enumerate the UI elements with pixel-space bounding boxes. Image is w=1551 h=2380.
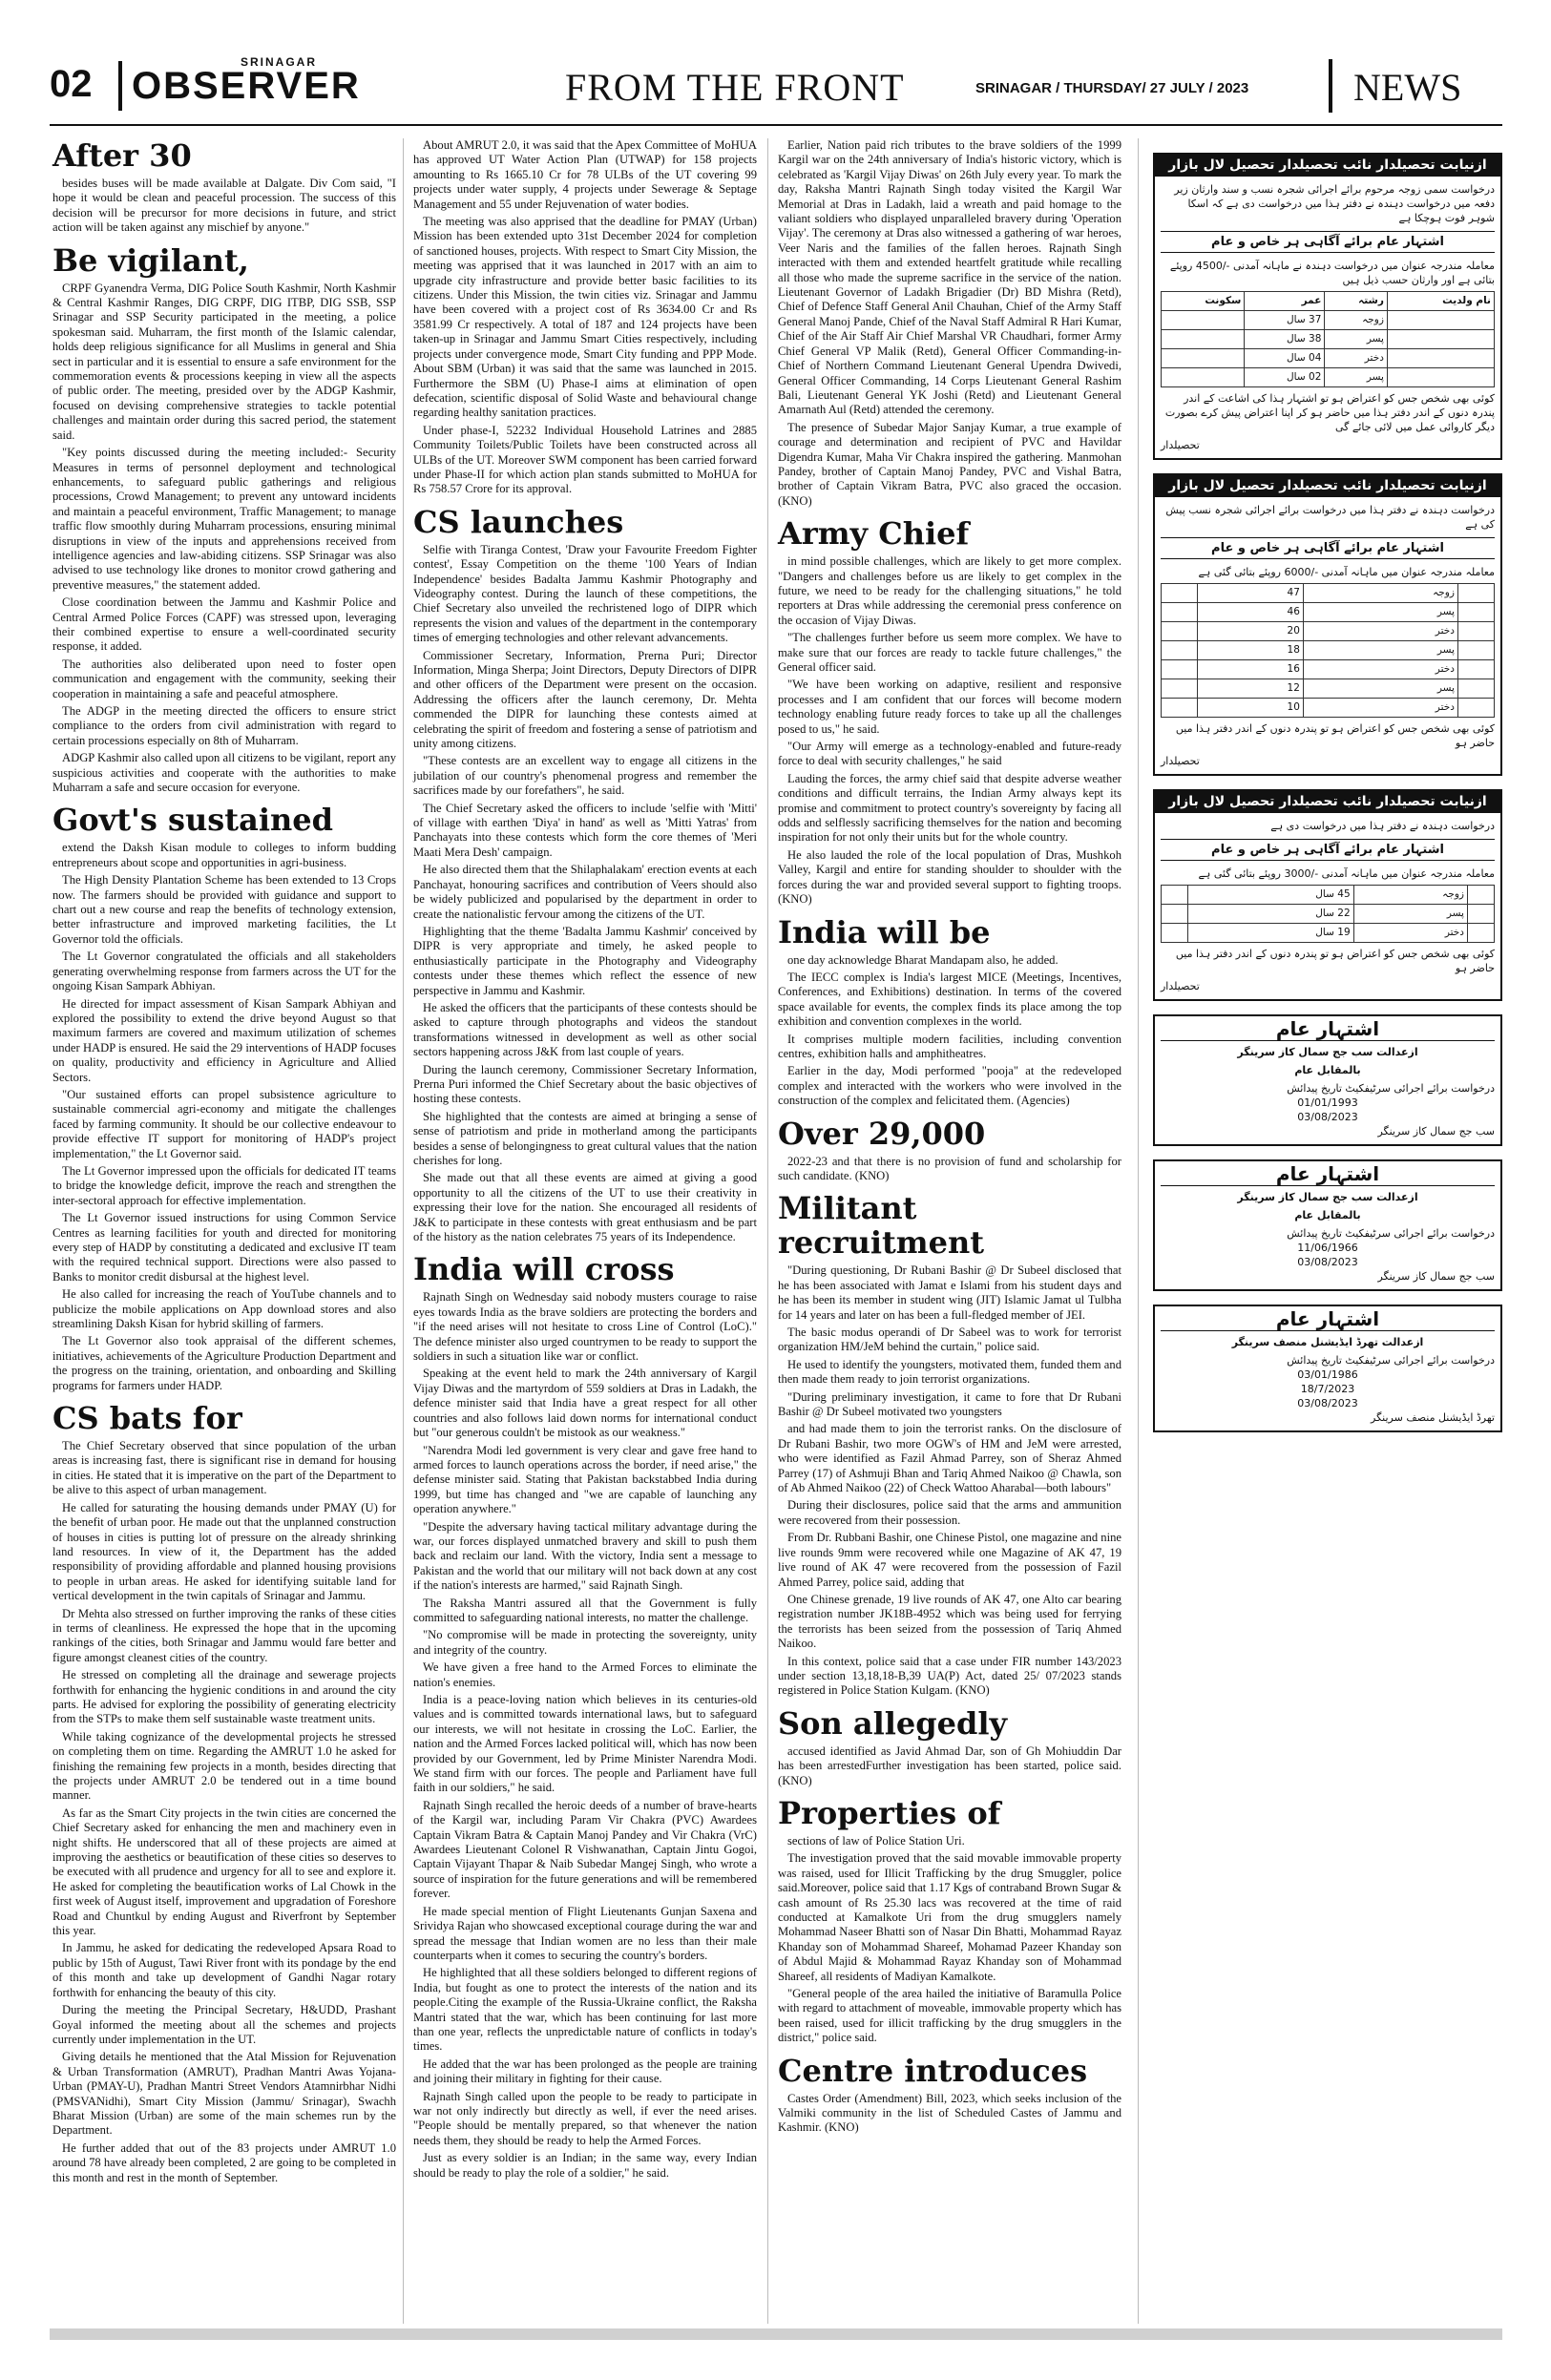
- page-number: 02: [50, 63, 93, 105]
- ad-body: درخواست دہندہ نے دفتر ہذا میں درخواست برائے اجرائی شجرہ نسب پیش کی ہے: [1165, 504, 1495, 531]
- headline: India will be: [778, 913, 991, 950]
- dateline: SRINAGAR / THURSDAY/ 27 JULY / 2023: [975, 80, 1249, 96]
- column-rule: [1138, 138, 1139, 2324]
- paragraph: besides buses will be made available at Dalgate. Div Com said, "I hope it would be clean and peaceful procession. The success of this decision will be precursor for more decisions in future, and strict action will be taken against any mischief by anyone.": [52, 177, 396, 235]
- paragraph: Rajnath Singh on Wednesday said nobody musters courage to raise eyes towards India as the brave soldiers are protecting the borders and "if the need arises will not hesitate to cross Line of Control (LoC)." The defence minister also urged countrymen to be ready to support the soldiers in such a situation like war or conflict.: [413, 1290, 757, 1364]
- paragraph: Earlier in the day, Modi performed "pooja" at the redeveloped complex and interacted with the workers who were involved in the construction of the complex and felicitated them. (Agencies): [778, 1064, 1121, 1108]
- ad-title: ازنیابت تحصیلدار نائب تحصیلدار تحصیل لال بازار: [1155, 791, 1500, 813]
- ad-subtitle: ازعدالت سب جج سمال کاز سرینگر: [1237, 1046, 1418, 1058]
- paragraph: Under phase-I, 52232 Individual Household Latrines and 2885 Community Toilets/Public Toilets have been constructed across all ULBs of the UT. Moreover SWM component has been carried forward under Phase-II for which action plan stands submitted to MoHUA for Rs 758.57 Crore for its approval.: [413, 423, 757, 496]
- paragraph: He called for saturating the housing demands under PMAY (U) for the benefit of urban poor. He made out that the unplanned construction of houses in cities is putting lot of pressure on the already shrinking land resources. In view of it, the Department has the added responsibility of providing affordable and planned housing provisions to people in urban areas. He asked for identifying suitable land for vertical development in the twin capitals of Srinagar and Jammu.: [52, 1500, 396, 1603]
- headline: CS bats for: [52, 1400, 242, 1437]
- paragraph: "Narendra Modi led government is very clear and gave free hand to armed forces to launch operations across the border, if need arise," the defense minister said. Stating that Pakistan backstabbed India during 1999, but time has changed and "we are capable of launching any operation anywhere.": [413, 1443, 757, 1516]
- paragraph: While taking cognizance of the developmental projects he stressed on completing them on time. Regarding the AMRUT 1.0 he asked for finishing the remaining few projects in a month, besides directing that the projects under AMRUT 2.0 be tendered out in a time bound manner.: [52, 1729, 396, 1803]
- column-rule: [767, 138, 768, 2324]
- ad-body: درخواست برائے اجرائی سرٹیفکیٹ تاریخ پیدائش: [1287, 1354, 1495, 1367]
- table-header-cell: عمر: [1245, 292, 1325, 311]
- ad-date: 18/7/2023: [1300, 1383, 1355, 1395]
- heirs-table: [1161, 885, 1495, 943]
- brand-city: SRINAGAR: [241, 55, 318, 69]
- paragraph: He used to identify the youngsters, motivated them, funded them and then made them ready to join terrorist organizations.: [778, 1357, 1121, 1387]
- ad-date: 03/01/1986: [1297, 1368, 1358, 1381]
- ad-date: 03/08/2023: [1297, 1256, 1358, 1268]
- ad-heading: اشتہار عام برائے آگاہی ہر خاص و عام: [1161, 231, 1495, 253]
- ad-heading: بالمقابل عام: [1294, 1209, 1361, 1221]
- classified-ads: [1153, 153, 1502, 1446]
- paragraph: The Raksha Mantri assured all that the Government is fully committed to safeguarding national interests, no matter the challenge.: [413, 1596, 757, 1624]
- ad-signature: تحصیلدار: [1161, 439, 1200, 451]
- ad-footer: کوئی بھی شخص جس کو اعتراض ہو تو پندرہ دنوں کے اندر دفتر ہذا میں حاضر ہو: [1175, 722, 1495, 749]
- paragraph: "Our Army will emerge as a technology-enabled and future-ready force to deal with security challenges," he said: [778, 740, 1121, 768]
- headline: Properties of: [778, 1794, 1001, 1831]
- paragraph: He asked the officers that the participants of these contests should be asked to capture through photographs and videos the standout transformations witnessed in development as well as other social sectors happening across J&K from last couple of years.: [413, 1000, 757, 1059]
- court-notice: [1153, 1305, 1502, 1432]
- table-header-cell: رشتہ: [1325, 292, 1388, 311]
- table-header: [1162, 292, 1495, 311]
- ad-body: معاملہ مندرجہ عنوان میں ماہانہ آمدنی -/3000 روپئے بتائی گئی ہے: [1198, 867, 1495, 880]
- paragraph: The authorities also deliberated upon need to foster open communication and engagement with the community, seeking their cooperation in maintaining a safe and peaceful atmosphere.: [52, 657, 396, 700]
- paragraph: One Chinese grenade, 19 live rounds of AK 47, one Alto car bearing registration number JK18B-4952 which was being used for ferrying the terrorists has been seized from the possession of Tariq Ahmed Naikoo.: [778, 1592, 1121, 1651]
- paragraph: The Lt Governor issued instructions for using Common Service Centres as learning facilities for youth and directed for monitoring every step of HADP by constituting a dedicated and exclusive IT team with the required technical support. Directions were also passed to Banks to monitor credit disbursal at the highest level.: [52, 1211, 396, 1284]
- table-cell: 46: [1198, 603, 1304, 622]
- paragraph: The basic modus operandi of Dr Sabeel was to work for terrorist organization HM/JeM behind the curtain," police said.: [778, 1326, 1121, 1354]
- ad-heading: بالمقابل عام: [1294, 1064, 1361, 1076]
- ad-date: 11/06/1966: [1297, 1242, 1358, 1254]
- paragraph: one day acknowledge Bharat Mandapam also, he added.: [787, 952, 1058, 967]
- ad-date: 03/08/2023: [1297, 1111, 1358, 1123]
- paragraph: The Lt Governor impressed upon the officials for dedicated IT teams to bridge the knowledge deficit, improve the reach and strengthen the inter-sectoral approach for effective implementation.: [52, 1163, 396, 1207]
- table-row: [1162, 679, 1495, 699]
- paragraph: She highlighted that the contests are aimed at bringing a sense of sense of patriotism and pride in motherland among the participants besides a sense of belongingness to great cultural values that the nation cherishes for long.: [413, 1109, 757, 1167]
- table-cell: پسر: [1353, 905, 1467, 924]
- headline: Militant recruitment: [778, 1190, 985, 1262]
- paragraph: As far as the Smart City projects in the twin cities are concerned the Chief Secretary asked for enhancing the men and machinery even in night shifts. He underscored that all of these projects are aimed at improving the aesthetics or beautification of these cities so deserves to be executed with all prudence and urgency for all to see and explore it. He asked for completing the beautification works of Lal Chowk in the first week of August itself, improvement and upgradation of Foreshore Road and Chuntkul by ending August and Riverfront by September this year.: [52, 1806, 396, 1938]
- paragraph: "Despite the adversary having tactical military advantage during the war, our forces displayed unmatched bravery and skill to push them back and reclaim our land. With the victory, India sent a message to Pakistan and the world that our military will not back down at any cost if the nation's interests are harmed," said Rajnath Singh.: [413, 1519, 757, 1593]
- paragraph: She made out that all these events are aimed at giving a good opportunity to all the citizens of the UT to use their creativity in expressing their love for the nation. She encouraged all residents of J&K to participate in these contests with great enthusiasm and be part of the history as the nation celebrates 75 years of its Independence.: [413, 1171, 757, 1244]
- paragraph: India is a peace-loving nation which believes in its centuries-old values and is committed towards international laws, but to safeguard our interests, we will not hesitate in crossing the LoC. Earlier, the nation and the Armed Forces lacked political will, which has now been provided by our Government, led by Prime Minister Narendra Modi. We stand firm with our forces. The people and Parliament have full faith in our soldiers," he said.: [413, 1693, 757, 1795]
- paragraph: He directed for impact assessment of Kisan Sampark Abhiyan and explored the possibility to extend the drive beyond August so that maximum farmers are covered and maximum utilization of schemes under HADP is ensured. He said the 29 interventions of HADP focuses on quality, productivity and efficiency in Agriculture and Allied Sectors.: [52, 996, 396, 1084]
- table-cell: 38 سال: [1245, 330, 1325, 349]
- paragraph: It comprises multiple modern facilities, including convention centres, exhibition halls and amphitheatres.: [778, 1032, 1121, 1060]
- table-cell: 37 سال: [1245, 311, 1325, 330]
- paragraph: "No compromise will be made in protecting the sovereignty, unity and integrity of the country.: [413, 1628, 757, 1657]
- table-cell: 10: [1198, 699, 1304, 718]
- table-cell: پسر: [1303, 603, 1457, 622]
- paragraph: He stressed on completing all the drainage and sewerage projects forthwith for enhancing the hygienic conditions in and around the city parts. He advised for exploring the possibility of generating electricity from the STPs to make them self sustainable waste treatment units.: [52, 1668, 396, 1726]
- ad-body: معاملہ مندرجہ عنوان میں ماہانہ آمدنی -/6000 روپئے بتائی گئی ہے: [1198, 566, 1495, 578]
- paragraph: Selfie with Tiranga Contest, 'Draw your Favourite Freedom Fighter contest', Essay Competition on the theme '100 Years of Indian Independence' besides Badalta Jammu Kashmir Photography and Videography contest. During the launch of these competitions, the Chief Secretary also unveiled the rechristened logo of DIPR which represents the vision and values of the department in the contemporary times of emerging technologies and other relevant advancements.: [413, 542, 757, 645]
- table-cell: دختر: [1303, 622, 1457, 641]
- brand-logo: OBSERVER: [132, 65, 361, 107]
- paragraph: ADGP Kashmir also called upon all citizens to be vigilant, report any suspicious activities and cooperate with the authorities to make Muharram a safe and secure occasion for everyone.: [52, 751, 396, 795]
- table-row: [1162, 311, 1495, 330]
- headline: Be vigilant,: [52, 241, 249, 279]
- paragraph: The Lt Governor also took appraisal of the different schemes, initiatives, achievements of the Agriculture Production Department and the progress on the training, orientation, and onboarding and Skilling programs for farmers under HADP.: [52, 1334, 396, 1392]
- paragraph: "During preliminary investigation, it came to fore that Dr Rubani Bashir @ Dr Subeel motivated two youngsters: [778, 1389, 1121, 1419]
- headline: Army Chief: [778, 515, 970, 553]
- header-rule: [50, 124, 1502, 126]
- paragraph: The presence of Subedar Major Sanjay Kumar, a true example of courage and determination and recipient of PVC and Havildar Digendra Kumar, Maha Vir Chakra inspired the gathering. Manmohan Pandey, brother of Captain Manoj Pandey, PVC and Vishal Batra, brother of Captain Vikram Batra, PVC also graced the occasion. (KNO): [778, 420, 1121, 508]
- section-title: FROM THE FRONT: [565, 66, 905, 109]
- paragraph: Dr Mehta also stressed on further improving the ranks of these cities in terms of cleanliness. He expressed the hope that in the upcoming rankings of the cities, both Srinagar and Jammu would fare better and figure amongst cleanest cities of the country.: [52, 1606, 396, 1664]
- table-cell: 22 سال: [1188, 905, 1354, 924]
- ad-body: درخواست برائے اجرائی سرٹیفکیٹ تاریخ پیدائش: [1287, 1227, 1495, 1240]
- paragraph: The High Density Plantation Scheme has been extended to 13 Crops now. The farmers should be provided with guidance and support to chart out a new course and reap the benefits of technology extension, better infrastructure and improved marketing facilities, the Lt Governor told the officials.: [52, 873, 396, 946]
- paragraph: Lauding the forces, the army chief said that despite adverse weather conditions and difficult terrains, the Indian Army always kept its promise and commitment to protect country's sovereignty by facing all odds and selflessly sacrificing themselves for the nation and becoming inspiration for not only their units but for the whole country.: [778, 771, 1121, 845]
- table-row: [1162, 641, 1495, 660]
- table-cell: 45 سال: [1188, 886, 1354, 905]
- paragraph: 2022-23 and that there is no provision of fund and scholarship for such candidate. (KNO): [778, 1154, 1121, 1182]
- paragraph: The IECC complex is India's largest MICE (Meetings, Incentives, Conferences, and Exhibitions) destination. In terms of the covered space available for events, the complex finds its place among the top exhibition and convention complexes in the world.: [778, 970, 1121, 1029]
- ad-signature: تھرڈ ایڈیشنل منصف سرینگر: [1371, 1411, 1495, 1424]
- paragraph: He made special mention of Flight Lieutenants Gunjan Saxena and Srividya Rajan who showcased exceptional courage during the war and spread the message that Indian women are no less than their male counterparts when it comes to securing the country's borders.: [413, 1904, 757, 1962]
- table-cell: دختر: [1325, 349, 1388, 368]
- paragraph: extend the Daksh Kisan module to colleges to inform budding entrepreneurs about scope and opportunities in agri-business.: [52, 841, 396, 869]
- paragraph: He also called for increasing the reach of YouTube channels and to publicize the mobile applications on App download stores and also streamlining Daksh Kisan for hybrid skilling of farmers.: [52, 1287, 396, 1331]
- paragraph: Rajnath Singh called upon the people to be ready to participate in war not only indirectly but directly as well, if ever the need arises. "People should be mentally prepared, so that whenever the nation needs them, they should be ready to help the Armed Forces.: [413, 2089, 757, 2147]
- table-row: [1162, 924, 1495, 943]
- notice-ad: [1153, 789, 1502, 1001]
- paragraph: He added that the war has been prolonged as the people are training and joining their military in fighting for their cause.: [413, 2056, 757, 2086]
- ad-title: اشتہار عام: [1161, 1312, 1495, 1331]
- divider: [118, 61, 122, 111]
- paragraph: In this context, police said that a case under FIR number 143/2023 under section 13,18,18-B,39 UA(P) Act, dated 25/ 07/2023 stands registered in Police Station Kulgam. (KNO): [778, 1654, 1121, 1698]
- paragraph: Highlighting that the theme 'Badalta Jammu Kashmir' conceived by DIPR is very appropriate and timely, he asked people to enthusiastically participate in the Photography and Videography contests under these themes which reflect the essence of new perspective in Jammu and Kashmir.: [413, 924, 757, 997]
- headline: India will cross: [413, 1251, 675, 1288]
- table-cell: 20: [1198, 622, 1304, 641]
- ad-date: 01/01/1993: [1297, 1096, 1358, 1109]
- ad-signature: سب جج سمال کاز سرینگر: [1377, 1125, 1495, 1138]
- ad-body: معاملہ مندرجہ عنوان میں درخواست دہندہ نے ماہانہ آمدنی -/4500 روپئے بتائی ہے اور وارثان حسب ذیل ہیں: [1169, 260, 1495, 286]
- ad-title: اشتہار عام: [1161, 1167, 1495, 1186]
- paragraph: The Lt Governor congratulated the officials and all stakeholders generating overwhelming response from farmers across the UT for the ongoing Kisan Sampark Abhiyan.: [52, 950, 396, 993]
- table-cell: 18: [1198, 641, 1304, 660]
- table-cell: 04 سال: [1245, 349, 1325, 368]
- table-cell: زوجہ: [1325, 311, 1388, 330]
- paragraph: Speaking at the event held to mark the 24th anniversary of Kargil Vijay Diwas and the martyrdom of 559 soldiers at Dras in Ladakh, the defence minister said that India have a great respect for all other countries and also follows laid down norms for international conduct but "our generous couldn't be mistook as our weakness.": [413, 1367, 757, 1440]
- court-notice: [1153, 1159, 1502, 1291]
- ad-title: اشتہار عام: [1161, 1022, 1495, 1041]
- paragraph: "These contests are an excellent way to engage all citizens in the jubilation of our country's phenomenal progress and remember the sacrifices made by our forefathers", he said.: [413, 754, 757, 798]
- paragraph: We have given a free hand to the Armed Forces to eliminate the nation's enemies.: [413, 1660, 757, 1689]
- heirs-table: [1161, 291, 1495, 387]
- table-header-cell: نام ولدیت: [1387, 292, 1494, 311]
- table-cell: زوجہ: [1303, 584, 1457, 603]
- ad-title: ازنیابت تحصیلدار نائب تحصیلدار تحصیل لال بازار: [1155, 475, 1500, 497]
- paragraph: "Key points discussed during the meeting included:- Security Measures in terms of personnel deployment and technological enhancements, to safeguard public gatherings and religious processions, Crowd Management; to prevent any untoward incidents and maintain a peaceful environment, Traffic Management; to manage traffic flow smoothly during Muharram processions, ensuring minimal disruptions in view of the inputs and apprehensions received from intelligence agencies and law-abiding citizens. SSP Srinagar was also advised to use technology like drones to monitor crowd gathering and preventive measures," the statement added.: [52, 446, 396, 592]
- table-row: [1162, 330, 1495, 349]
- paragraph: In Jammu, he asked for dedicating the redeveloped Apsara Road to public by 15th of August, Tawi River front with its pondage by the end of this month and take up development of Gandhi Nagar rotary forthwith for enhancing the beauty of this city.: [52, 1941, 396, 1999]
- headline: After 30: [52, 137, 192, 174]
- table-row: [1162, 699, 1495, 718]
- paragraph: The ADGP in the meeting directed the officers to ensure strict compliance to the orders from civil administration with regard to certain processions especially on 8th of Muharram.: [52, 704, 396, 747]
- ad-signature: سب جج سمال کاز سرینگر: [1377, 1270, 1495, 1283]
- column-rule: [403, 138, 404, 2324]
- paragraph: The meeting was also apprised that the deadline for PMAY (Urban) Mission has been extended upto 31st December 2024 for completion of sanctioned houses, projects. With respect to Smart City Mission, the meeting was apprised that it was launched in 2017 with an aim to upgrade city infrastructure and provide better basic facilities to its citizens. Under this Mission, the twin cities viz. Srinagar and Jammu have been covered with a project cost of Rs 3634.00 Cr and Rs 3581.99 Cr respectively. A total of 187 and 124 projects have been taken-up in Srinagar and Jammu Smart Cities respectively, including projects under convergence mode, Smart City funding and PPP Mode. About SBM (Urban) it was said that the same was launched in 2015. Furthermore the SBM (U) Phase-I aims at elimination of open defecation, scientific disposal of Solid Waste and behavioural change regarding healthy sanitation practices.: [413, 215, 757, 420]
- masthead: [50, 55, 1502, 122]
- paragraph: Castes Order (Amendment) Bill, 2023, which seeks inclusion of the Valmiki community in the list of Scheduled Castes of Jammu and Kashmir. (KNO): [778, 2091, 1121, 2135]
- table-row: [1162, 622, 1495, 641]
- table-cell: زوجہ: [1353, 886, 1467, 905]
- ad-subtitle: ازعدالت تھرڈ ایڈیشنل منصف سرینگر: [1231, 1336, 1424, 1348]
- section-label: NEWS: [1353, 66, 1462, 109]
- headline: Govt's sustained: [52, 802, 333, 839]
- paragraph: "Our sustained efforts can propel subsistence agriculture to sustainable commercial agri-economy and mitigate the challenges faced by farming community. It should be our collective endeavour to provide effective IT support for monitoring of HADP's project implementation," the Lt Governor said.: [52, 1087, 396, 1160]
- table-cell: پسر: [1325, 330, 1388, 349]
- table-cell: 19 سال: [1188, 924, 1354, 943]
- column-1: [52, 138, 396, 2188]
- table-row: [1162, 603, 1495, 622]
- paragraph: sections of law of Police Station Uri.: [787, 1833, 965, 1848]
- paragraph: Close coordination between the Jammu and Kashmir Police and Central Armed Police Forces (CAPF) was stressed upon, leveraging their combined expertise to ensure a well-coordinated security response, it added.: [52, 595, 396, 654]
- paragraph: Earlier, Nation paid rich tributes to the brave soldiers of the 1999 Kargil war on the 24th anniversary of India's historic victory, which is celebrated as 'Kargil Vijay Diwas' on 26th July every year. To mark the day, Raksha Mantri Rajnath Singh today visited the Kargil War Memorial at Dras in Ladakh, laid a wreath and paid homage to the valiant soldiers who displayed unparalleled bravery during 'Operation Vijay'. The ceremony at Dras also witnessed a gathering of war heroes, Veer Naris and the families of the fallen heroes. Rajnath Singh interacted with them and extended heartfelt gratitude while recalling all those who made the supreme sacrifice in the service of the nation. Lieutenant Governor of Ladakh Brigadier (Dr) BD Mishra (Retd), Chief of Defence Staff General Anil Chauhan, Chief of the Army Staff General Manoj Pande, Chief of the Naval Staff Admiral R Hari Kumar, Chief of the Air Staff Air Chief Marshal VR Chaudhari, former Army Chief General VP Malik (Retd), General Officer Commanding-in-Chief of Northern Command Lieutenant General Upendra Dwivedi, General Officer Commanding, 14 Corps Lieutenant General Rashim Bali, Lieutenant General YK Joshi (Retd) and Lieutenant General Amarnath Aul (Retd) attended the ceremony.: [778, 138, 1121, 417]
- headline: CS launches: [413, 503, 624, 540]
- table-row: [1162, 349, 1495, 368]
- notice-ad: [1153, 153, 1502, 460]
- paragraph: Just as every soldier is an Indian; in the same way, every Indian should be ready to play the role of a soldier," he said.: [413, 2151, 757, 2180]
- notice-ad: [1153, 473, 1502, 776]
- paragraph: CRPF Gyanendra Verma, DIG Police South Kashmir, North Kashmir & Central Kashmir Ranges, DIG CRPF, DIG ITBP, DIG SSB, SSP Srinagar and SSP Security participated in the meeting, a police spokesman said. Muharram, the first month of the Islamic calendar, holds deep religious significance for all Muslims in general and Shia sect in particular and it is essential to ensure a safe environment for the commemoration events & processions keeping in view all the aspects of public order. The meeting, presided over by the ADGP Kashmir, focused on devising comprehensive strategies to tackle potential challenges and maintain order during this sacred period, the statement said.: [52, 281, 396, 442]
- heirs-table: [1161, 583, 1495, 718]
- table-cell: پسر: [1325, 368, 1388, 387]
- ad-subtitle: ازعدالت سب جج سمال کاز سرینگر: [1237, 1191, 1418, 1203]
- paragraph: The Chief Secretary observed that since population of the urban areas is increasing fast, there is significant rise in demand for housing in cities. He stated that it is imperative on the part of the Department to be alive to this aspect of urban management.: [52, 1439, 396, 1497]
- paragraph: He further added that out of the 83 projects under AMRUT 1.0 around 78 have already been completed, 2 are going to be completed in this month and rest in the month of September.: [52, 2140, 396, 2184]
- headline: Over 29,000: [778, 1115, 986, 1152]
- column-2: [413, 138, 757, 2183]
- paragraph: The Chief Secretary asked the officers to include 'selfie with 'Mitti' of village with earthen 'Diya' in hand' as well as 'Mitti Yatras' from Panchayats into these contests which form the core themes of 'Meri Maati Mera Desh' campaign.: [413, 801, 757, 859]
- divider: [1329, 59, 1332, 113]
- ad-body: درخواست سمی زوجہ مرحوم برائے اجرائی شجرہ نسب و سند وارثان زیر دفعہ میں درخواست دہندہ نے دفتر ہذا میں درخواست دی ہے کہ اسکا شوہر فوت ہوچکا ہے: [1174, 183, 1495, 224]
- paragraph: The investigation proved that the said movable immovable property was raised, used for Illicit Trafficking by the drug Smuggler, police said.Moreover, police said that 1.17 Kgs of contraband Brown Sugar & cash amount of Rs 25.30 lacs was recovered at the time of raid conducted at Kamalkote Uri from the drug smugglers namely Mohammad Naseer Bhatti son of Nasar Din Bhatti, Mohammad Rayaz Khanday son of Mohammad Shareef, Mohamad Pazeer Khanday son of Abdul Majid & Mohammad Rayaz Khanday son of Mohammad Shareef, all residents of Madiyan Kamalkote.: [778, 1851, 1121, 1983]
- ad-title: ازنیابت تحصیلدار نائب تحصیلدار تحصیل لال بازار: [1155, 155, 1500, 177]
- paragraph: and had made them to join the terrorist ranks. On the disclosure of Dr Rubani Bashir, two more OGW's of HM and JeM were arrested, who were identified as Fazil Ahmad Parrey, son of Sheraz Ahmed Parrey (17) of Ashmuji Bhan and Tariq Ahmed Naikoo @ Chawla, son of Ab Ahmed Naikoo (22) of Check Wattoo Aharabal—both labours": [778, 1422, 1121, 1495]
- footer-bar: [50, 2328, 1502, 2340]
- table-row: [1162, 584, 1495, 603]
- ad-heading: اشتہار عام برائے آگاہی ہر خاص و عام: [1161, 839, 1495, 861]
- headline: Son allegedly: [778, 1704, 1008, 1742]
- paragraph: He highlighted that all these soldiers belonged to different regions of India, but fought as one to protect the interests of the nation and its people.Citing the example of the Russia-Ukraine conflict, the Raksha Mantri stated that the war, which has been continuing for last more than one year, reflects the unpredictable nature of conflicts in today's times.: [413, 1966, 757, 2054]
- ad-signature: تحصیلدار: [1161, 980, 1200, 992]
- table-cell: 47: [1198, 584, 1304, 603]
- table-row: [1162, 660, 1495, 679]
- ad-body: درخواست برائے اجرائی سرٹیفکیٹ تاریخ پیدائش: [1287, 1082, 1495, 1095]
- paragraph: in mind possible challenges, which are likely to get more complex. "Dangers and challenges before us are likely to get complex in the future, we need to be ready for the challenging situations," he told reporters at Dras while addressing the ceremonial press conference on the occasion of Vijay Diwas.: [778, 554, 1121, 627]
- ad-date: 03/08/2023: [1297, 1397, 1358, 1409]
- table-header-cell: سکونت: [1162, 292, 1245, 311]
- table-row: [1162, 886, 1495, 905]
- table-cell: 12: [1198, 679, 1304, 699]
- ad-signature: تحصیلدار: [1161, 755, 1200, 767]
- column-3: [778, 138, 1121, 2139]
- paragraph: He also directed them that the Shilaphalakam' erection events at each Panchayat, honouring sacrifices and contribution of Veers should also be widely publicized and popularised by the department in order to create the nationalistic fervour among the citizens of the UT.: [413, 863, 757, 921]
- paragraph: Giving details he mentioned that the Atal Mission for Rejuvenation & Urban Transformation (AMRUT), Pradhan Mantri Awas Yojana-Urban (PMAY-U), Pradhan Mantri Street Vendors Atamnirbhar Nidhi (PMSVANidhi), Smart City Mission (Jammu/ Srinagar), Swachh Bharat Mission (Urban) are some of the main schemes run by the Department.: [52, 2050, 396, 2138]
- paragraph: Commissioner Secretary, Information, Prerna Puri; Director Information, Minga Sherpa; Joint Directors, Deputy Directors of DIPR and other officers of the Department were present on the occasion. Addressing the officers after the launch ceremony, Dr. Mehta commended the DIPR for launching these contests aimed at celebrating the spirit of freedom and fostering a sense of patriotism and unity among citizens.: [413, 648, 757, 751]
- paragraph: accused identified as Javid Ahmad Dar, son of Gh Mohiuddin Dar has been arrestedFurther investigation has been started, police said. (KNO): [778, 1743, 1121, 1787]
- table-row: [1162, 368, 1495, 387]
- paragraph: From Dr. Rubbani Bashir, one Chinese Pistol, one magazine and nine live rounds 9mm were recovered while one Magazine of AK 47, 19 live round of AK 47 were recovered from the possession of Fazil Ahmed Parrey, police said, adding that: [778, 1531, 1121, 1589]
- ad-body: درخواست دہندہ نے دفتر ہذا میں درخواست دی ہے: [1270, 820, 1495, 832]
- court-notice: [1153, 1014, 1502, 1146]
- table-cell: پسر: [1303, 679, 1457, 699]
- paragraph: During the meeting the Principal Secretary, H&UDD, Prashant Goyal informed the meeting about all the schemes and projects currently under implementation in the UT.: [52, 2003, 396, 2046]
- table-cell: پسر: [1303, 641, 1457, 660]
- paragraph: About AMRUT 2.0, it was said that the Apex Committee of MoHUA has approved UT Water Action Plan (UTWAP) for 158 projects amounting to Rs 1665.10 Cr for 78 ULBs of the UT covering 99 projects under water supply, 4 projects under Sewerage & Septage Management and 55 under Rejuvenation of water bodies.: [413, 138, 757, 211]
- ad-footer: کوئی بھی شخص جس کو اعتراض ہو تو پندرہ دنوں کے اندر دفتر ہذا میں حاضر ہو: [1175, 948, 1495, 974]
- paragraph: He also lauded the role of the local population of Dras, Mushkoh Valley, Kargil and entire for standing shoulder to shoulder with the forces during the war and provided several support to fighting troops. (KNO): [778, 847, 1121, 907]
- paragraph: "General people of the area hailed the initiative of Baramulla Police with regard to attachment of moveable, immovable property which has been raised, used for illicit trafficking by the drug smugglers in the district," police said.: [778, 1987, 1121, 2045]
- ad-heading: اشتہار عام برائے آگاہی ہر خاص و عام: [1161, 537, 1495, 559]
- table-cell: دختر: [1303, 699, 1457, 718]
- table-cell: دختر: [1353, 924, 1467, 943]
- paragraph: "We have been working on adaptive, resilient and responsive processes and I am confident that our forces will become modern technology enabling future ready forces to take up all the challenges posed to us," he said.: [778, 678, 1121, 736]
- paragraph: "The challenges further before us seem more complex. We have to make sure that our forces are ready to tackle future challenges," the General officer said.: [778, 631, 1121, 674]
- table-cell: 02 سال: [1245, 368, 1325, 387]
- table-cell: 16: [1198, 660, 1304, 679]
- paragraph: During the launch ceremony, Commissioner Secretary Information, Prerna Puri informed the Chief Secretary about the basic objectives of hosting these contests.: [413, 1062, 757, 1106]
- paragraph: During their disclosures, police said that the arms and ammunition were recovered from their possession.: [778, 1498, 1121, 1527]
- paragraph: Rajnath Singh recalled the heroic deeds of a number of brave-hearts of the Kargil war, including Param Vir Chakra (PVC) Awardees Captain Vikram Batra & Captain Manoj Pandey and Vir Chakra (VrC) Awardees Lieutenant Colonel R Vishwanathan, Captain Jintu Gogoi, Captain Vijayant Thapar & Naib Subedar Mangej Singh, who wrote a source of inspiration for the future generations and will be remembered forever.: [413, 1798, 757, 1901]
- table-cell: دختر: [1303, 660, 1457, 679]
- ad-footer: کوئی بھی شخص جس کو اعتراض ہو تو اشتہار ہذا کی اشاعت کے اندر پندرہ دنوں کے اندر دفتر ہذا میں حاضر ہو کر اپنا اعتراض پیش کرے بصورت دیگر کاروائی عمل میں لائی جائے گی: [1164, 392, 1495, 433]
- headline: Centre introduces: [778, 2052, 1088, 2089]
- paragraph: "During questioning, Dr Rubani Bashir @ Dr Subeel disclosed that he has been associated with Jamat e Islami from his student days and he has been its member in student wing (JIT) Islamic Jamat ul Tulbha for 14 years and later on has been a full-fledged member of JEI.: [778, 1263, 1121, 1322]
- table-row: [1162, 905, 1495, 924]
